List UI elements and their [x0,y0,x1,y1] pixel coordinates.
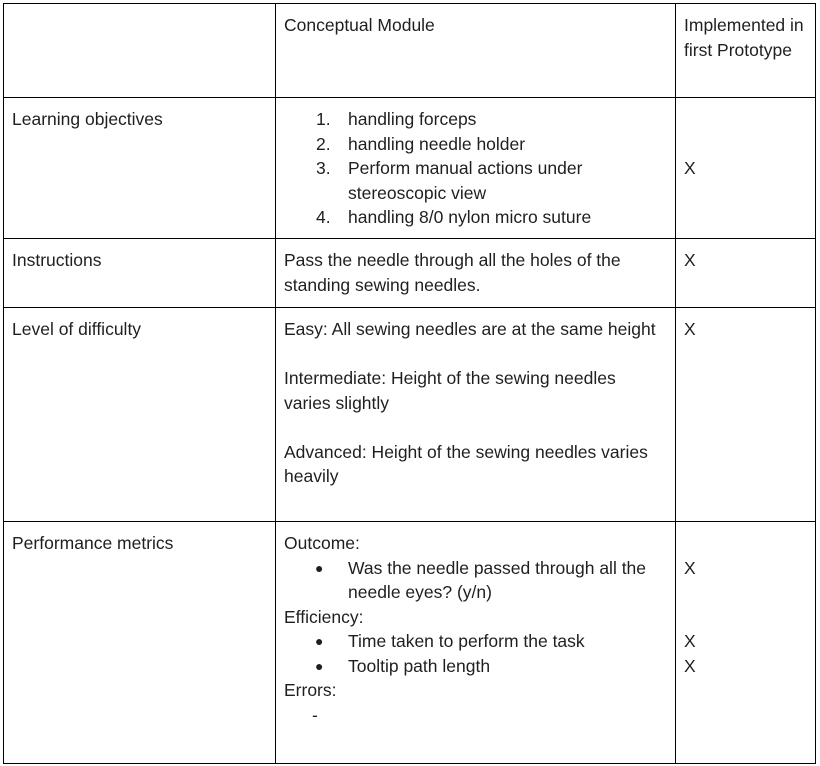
spacer [684,580,807,629]
bullet-icon: ● [315,633,324,649]
difficulty-easy: Easy: All sewing needles are at the same height [284,319,656,339]
outcome-list [284,556,667,605]
mark-cell [676,522,816,764]
objectives-list [284,107,667,230]
list-item: ● Tooltip path length [284,654,667,679]
content-cell [276,308,676,522]
difficulty-intermediate: Intermediate: Height of the sewing needles varies slightly [284,368,616,413]
list-item: ● Was the needle passed through all the needle eyes? (y/n) [315,557,647,602]
header-row [4,4,816,98]
mark-cell [676,308,816,522]
row-label: Performance metrics [12,533,174,553]
implemented-mark: X [684,158,696,178]
instructions-text: Pass the needle through all the holes of the standing sewing needles. [284,250,621,295]
difficulty-advanced: Advanced: Height of the sewing needles varies heavily [284,441,648,486]
label-cell [4,239,276,308]
list-item: ● Time taken to perform the task [284,629,667,654]
time-mark: X [684,631,696,651]
content-cell [276,522,676,764]
path-length-mark: X [684,655,696,676]
row-level-of-difficulty [4,308,816,522]
errors-dash: - [312,704,318,725]
list-item: 3. Perform manual actions under stereoscopic view [316,158,583,203]
label-cell [4,308,276,522]
mark-cell [676,98,816,239]
list-item: 4. handling 8/0 nylon micro suture [284,205,667,230]
label-cell [4,98,276,239]
list-item: 2. handling needle holder [284,132,667,157]
outcome-mark: X [684,557,696,578]
row-performance-metrics [4,522,816,764]
efficiency-list [284,629,667,678]
list-number: 1. [316,109,331,129]
implemented-mark: X [684,319,696,339]
row-label: Level of difficulty [12,319,142,339]
content-cell [276,239,676,308]
header-cell-empty [4,4,276,98]
outcome-heading: Outcome: [284,533,360,553]
header-cell-module [276,4,676,98]
spacer [684,531,807,556]
header-module-text: Conceptual Module [284,15,435,35]
list-item: 1. handling forceps [284,107,667,132]
bullet-icon: ● [315,559,324,576]
label-cell [4,522,276,764]
row-label: Instructions [12,250,102,270]
efficiency-heading: Efficiency: [284,606,364,627]
row-instructions [4,239,816,308]
implemented-mark: X [684,250,696,270]
header-implemented-text: Implemented in first Prototype [684,15,804,60]
row-label: Learning objectives [12,109,163,129]
module-table [3,3,816,764]
list-number: 4. [316,207,331,227]
list-number: 3. [316,158,331,178]
row-learning-objectives [4,98,816,239]
bullet-icon: ● [315,657,324,674]
content-cell [276,98,676,239]
mark-cell [676,239,816,308]
list-number: 2. [316,133,331,154]
header-cell-implemented [676,4,816,98]
errors-heading: Errors: [284,680,337,700]
